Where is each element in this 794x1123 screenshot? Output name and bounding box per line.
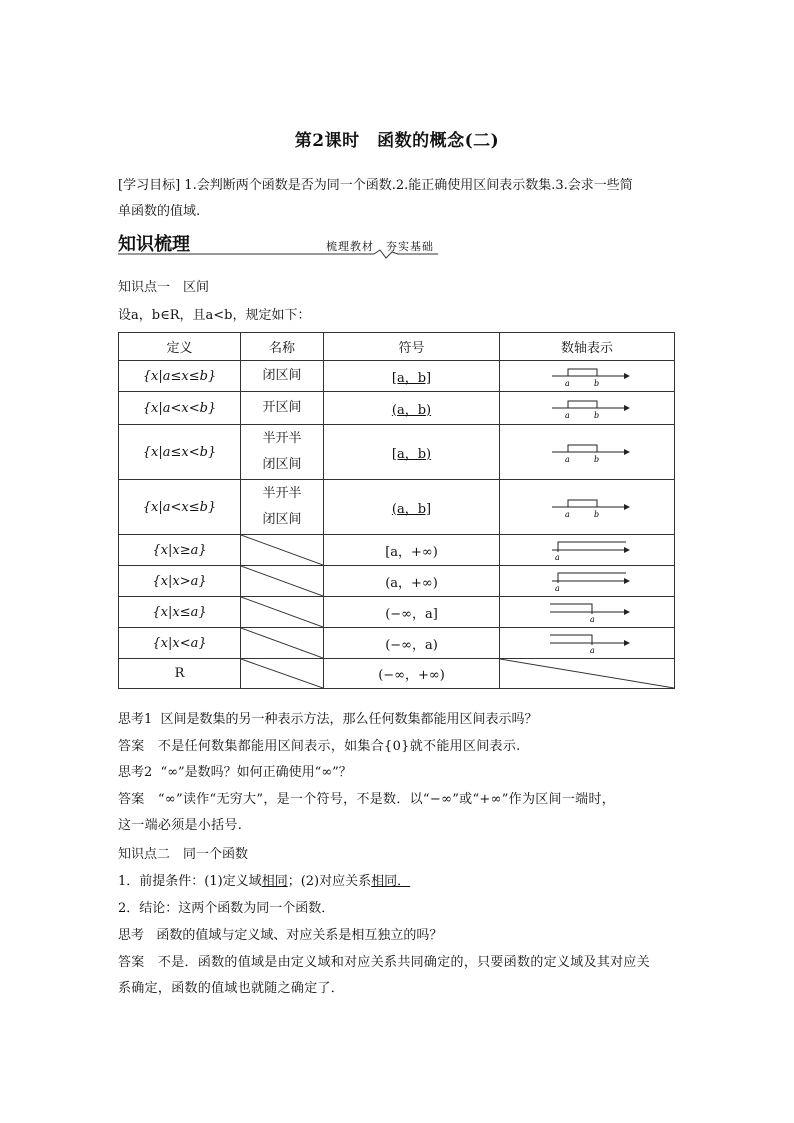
table-header-row [119,333,675,361]
think1-text: 区间是数集的另一种表示方法，那么任何数集都能用区间表示吗？ [160,712,538,727]
item1-mid: ；(2)对应关系 [287,874,372,889]
item1-prefix: 1．前提条件：(1)定义域 [118,874,262,889]
symbol-cell: [a，+∞) [324,535,500,566]
blank-axis-cell [500,659,675,689]
answer-text-line1: 不是．函数的值域是由定义域和对应关系共同确定的，只要函数的定义域及其对应关 [157,955,651,970]
think3-label: 思考 [118,928,145,943]
axis-cell [500,628,675,659]
name-cell: 开区间 [241,392,324,425]
think3-answer [118,953,688,999]
goals-label: [学习目标] [118,178,181,193]
name-cell: 闭区间 [241,361,324,392]
axis-a-label: a [555,553,560,562]
blank-name-cell [241,566,324,597]
symbol-text: (a，b] [391,501,432,517]
table-row [119,392,675,425]
answer-text: 不是任何数集都能用区间表示，如集合{0}就不能用区间表示. [157,739,521,754]
blank-name-cell [241,535,324,566]
number-line-closed [542,364,632,388]
name-line2: 闭区间 [262,457,302,472]
number-line-right-ray [542,538,632,562]
blank-name-cell [241,628,324,659]
def-cell: R [119,659,241,689]
banner-subtitle: 梳理教材 夯实基础 [326,240,434,253]
answer-label: 答案 [118,955,145,970]
header-definition: 定义 [119,333,241,361]
think2-label: 思考2 [118,765,153,780]
axis-a-label: a [565,379,570,388]
diagonal-line [241,597,323,627]
think1-label: 思考1 [118,712,153,727]
table-row [119,425,675,480]
symbol-text: [a，b) [391,446,432,462]
symbol-cell [324,425,500,480]
think2-answer [118,790,688,836]
item1-underline2: 相同． [371,874,411,889]
axis-a-label: a [590,615,595,624]
name-line1: 半开半 [262,486,302,501]
axis-cell [500,425,675,480]
axis-a-label: a [565,510,570,519]
think2-question [118,763,678,783]
symbol-text: (a，b) [391,402,432,418]
item1-underline1: 相同 [261,874,288,889]
symbol-cell: (−∞，a] [324,597,500,628]
learning-goals [118,176,678,222]
table-row [119,361,675,392]
def-cell: {x|a≤x≤b} [119,361,241,392]
axis-a-label: a [565,455,570,464]
interval-table [118,332,675,689]
def-cell: {x|x≥a} [119,535,241,566]
header-name: 名称 [241,333,324,361]
diagonal-line [241,659,323,688]
def-cell: {x|x<a} [119,628,241,659]
header-number-line: 数轴表示 [500,333,675,361]
symbol-cell: (a，+∞) [324,566,500,597]
answer-label: 答案 [118,739,145,754]
name-line2: 闭区间 [262,512,302,527]
axis-cell [500,535,675,566]
answer-text-line2: 系确定，函数的值域也就随之确定了． [118,981,345,996]
axis-a-label: a [565,411,570,420]
number-line-half-open [542,440,632,464]
goals-line2: 单函数的值域. [118,204,201,219]
axis-cell [500,597,675,628]
symbol-cell [324,392,500,425]
axis-b-label: b [594,379,600,388]
number-line-half-closed [542,495,632,519]
axis-a-label: a [555,584,560,593]
name-cell [241,425,324,480]
goals-line1: 1.会判断两个函数是否为同一个函数.2.能正确使用区间表示数集.3.会求一些简 [184,178,633,193]
axis-cell [500,480,675,535]
symbol-cell [324,361,500,392]
def-cell: {x|a<x≤b} [119,480,241,535]
number-line-open [542,396,632,420]
number-line-right-ray-open [542,569,632,593]
blank-name-cell [241,597,324,628]
diagonal-line [241,535,323,565]
symbol-cell: (−∞，+∞) [324,659,500,689]
answer-text-line2: 这一端必须是小括号. [118,818,243,833]
table-row [119,628,675,659]
def-cell: {x|x≤a} [119,597,241,628]
axis-cell [500,361,675,392]
kp2-item2: 2．结论：这两个函数为同一个函数． [118,901,335,916]
kp1-heading: 知识点一 区间 [118,280,210,295]
answer-text-line1: “∞”读作“无穷大”，是一个符号，不是数．以“−∞”或“+∞”作为区间一端时， [157,792,616,807]
think3-question [118,926,678,946]
axis-b-label: b [594,510,600,519]
diagonal-line [500,659,674,688]
table-row [119,480,675,535]
axis-cell [500,566,675,597]
banner-title: 知识梳理 [118,234,190,255]
think1-question [118,710,678,730]
think3-text: 函数的值域与定义域、对应关系是相互独立的吗？ [156,928,443,943]
header-symbol: 符号 [324,333,500,361]
kp1-intro: 设a，b∈R，且a<b，规定如下： [118,308,311,323]
symbol-text: [a，b] [391,370,432,386]
name-cell [241,480,324,535]
axis-b-label: b [594,411,600,420]
blank-name-cell [241,659,324,689]
def-cell: {x|a<x<b} [119,392,241,425]
symbol-cell [324,480,500,535]
axis-a-label: a [590,646,595,655]
answer-label: 答案 [118,792,145,807]
table-row [119,566,675,597]
table-row [119,535,675,566]
number-line-left-ray [542,600,632,624]
table-row [119,659,675,689]
def-cell: {x|a≤x<b} [119,425,241,480]
symbol-cell: (−∞，a) [324,628,500,659]
axis-cell [500,392,675,425]
kp2-heading: 知识点二 同一个函数 [118,847,249,862]
section-banner [118,230,438,260]
number-line-left-ray-open [542,631,632,655]
diagonal-line [241,628,323,658]
table-row [119,597,675,628]
name-line1: 半开半 [262,431,302,446]
think1-answer [118,737,678,757]
page-title: 第2课时 函数的概念(二) [294,131,500,151]
def-cell: {x|x>a} [119,566,241,597]
axis-b-label: b [594,455,600,464]
kp2-item1 [118,872,678,892]
think2-text: “∞”是数吗？如何正确使用“∞”？ [160,765,352,780]
diagonal-line [241,566,323,596]
